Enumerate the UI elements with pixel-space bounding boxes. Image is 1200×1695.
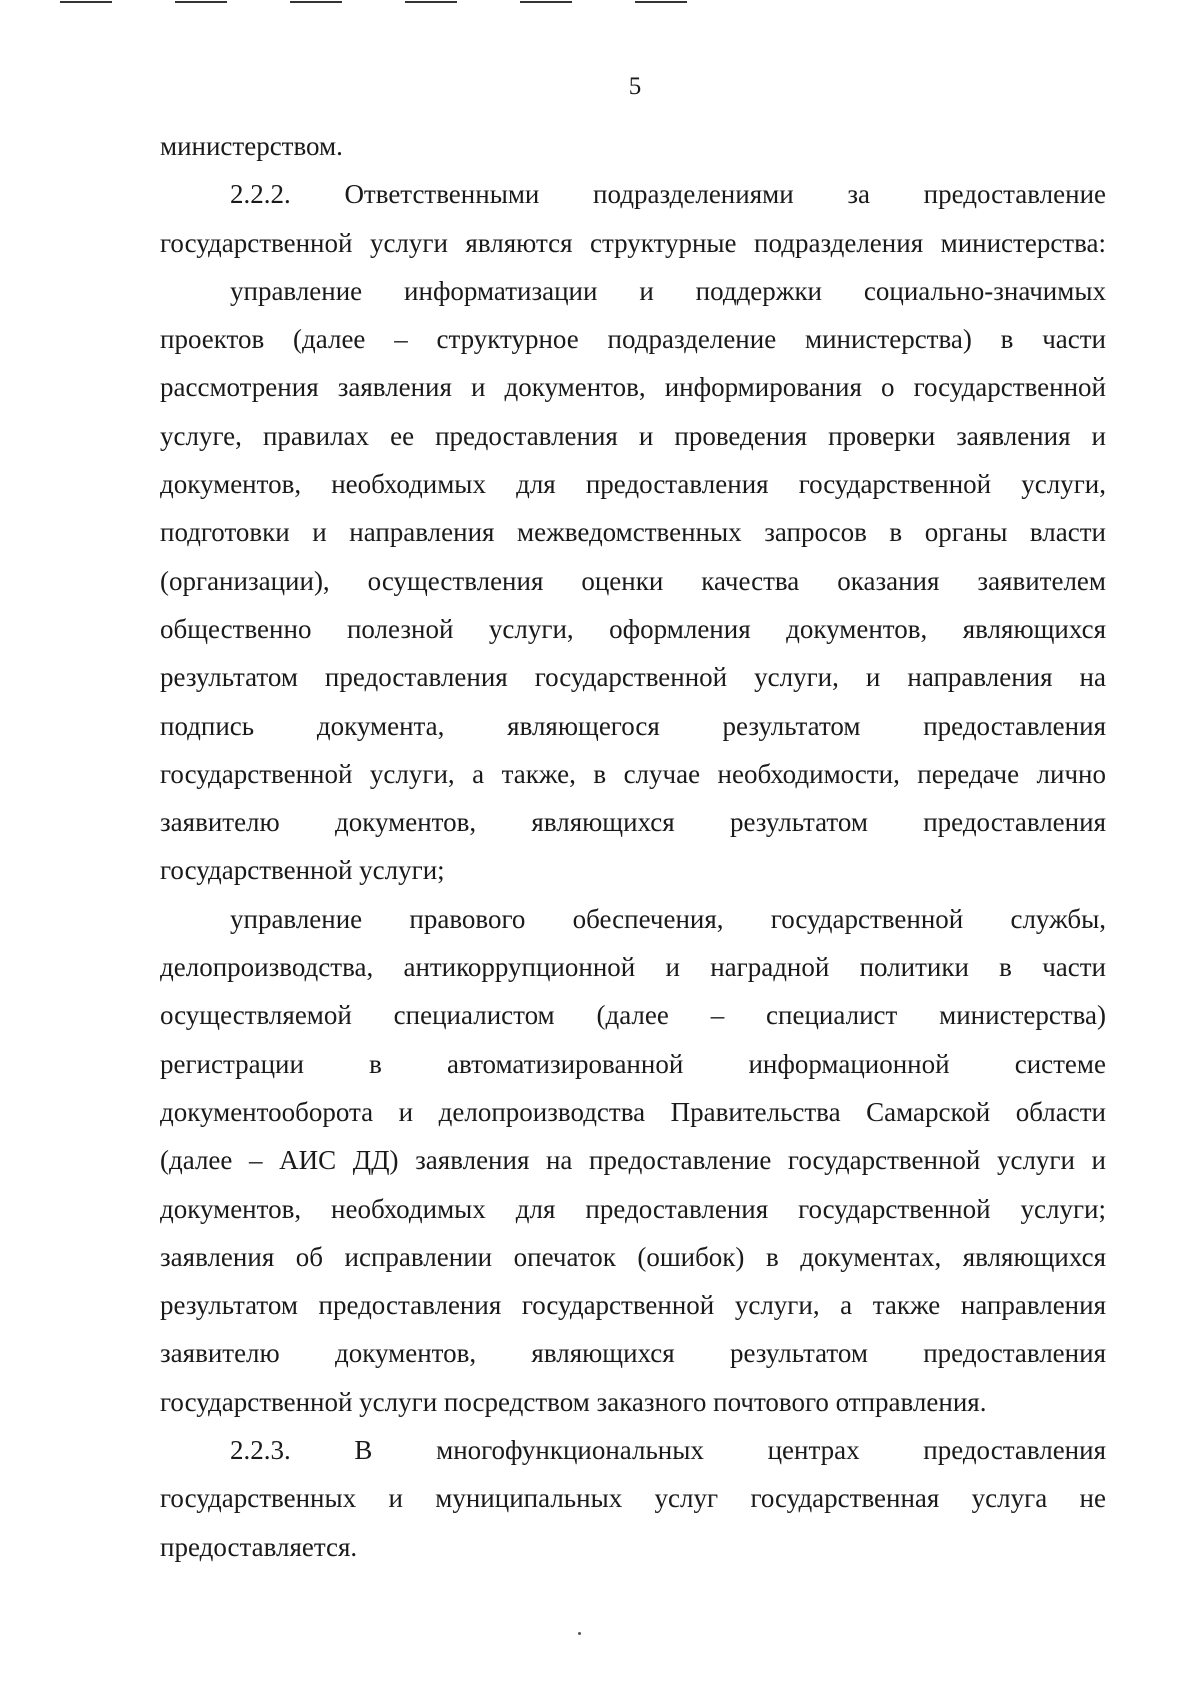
- text-line: министерством.: [160, 131, 343, 161]
- text-line: регистрации в автоматизированной информационной системе: [160, 1048, 1106, 1079]
- paragraph-informatization-dept: [160, 267, 1106, 895]
- header-rule: [405, 1, 457, 3]
- text-line: заявления об исправлении опечаток (ошибок) в документах, являющихся: [160, 1241, 1106, 1272]
- text-line: 2.2.3. В многофункциональных центрах предоставления: [230, 1435, 1106, 1466]
- text-line: проектов (далее – структурное подразделение министерства) в части: [160, 324, 1106, 355]
- text-line: (далее – АИС ДД) заявления на предоставление государственной услуги и: [160, 1145, 1106, 1176]
- text-line: рассмотрения заявления и документов, информирования о государственной: [160, 372, 1106, 403]
- document-body: [160, 122, 1106, 1571]
- text-line: документооборота и делопроизводства Правительства Самарской области: [160, 1096, 1106, 1127]
- header-rules: [0, 0, 1200, 6]
- text-line: заявителю документов, являющихся результатом предоставления: [160, 1338, 1106, 1369]
- text-line: государственных и муниципальных услуг государственная услуга не: [160, 1483, 1106, 1514]
- text-line: 2.2.2. Ответственными подразделениями за предоставление: [230, 179, 1106, 210]
- text-line: подготовки и направления межведомственных запросов в органы власти: [160, 517, 1106, 548]
- text-line: документов, необходимых для предоставления государственной услуги,: [160, 469, 1106, 500]
- header-rule: [635, 1, 687, 3]
- text-line: результатом предоставления государственной услуги, и направления на: [160, 662, 1106, 693]
- paragraph-2-2-3: [160, 1426, 1106, 1571]
- text-line: делопроизводства, антикоррупционной и наградной политики в части: [160, 952, 1106, 983]
- header-rule: [175, 1, 227, 3]
- header-rule: [60, 1, 112, 3]
- text-line: документов, необходимых для предоставления государственной услуги;: [160, 1193, 1106, 1224]
- header-rule: [520, 1, 572, 3]
- text-line: общественно полезной услуги, оформления документов, являющихся: [160, 613, 1106, 644]
- text-line: управление информатизации и поддержки социально-значимых: [230, 275, 1106, 306]
- text-line: предоставляется.: [160, 1531, 358, 1562]
- text-line: услуге, правилах ее предоставления и проведения проверки заявления и: [160, 420, 1106, 451]
- text-line: осуществляемой специалистом (далее – специалист министерства): [160, 1000, 1106, 1031]
- text-line: заявителю документов, являющихся результатом предоставления: [160, 807, 1106, 838]
- text-line: подпись документа, являющегося результатом предоставления: [160, 710, 1106, 741]
- text-line: (организации), осуществления оценки качества оказания заявителем: [160, 565, 1106, 596]
- text-line: государственной услуги посредством заказного почтового отправления.: [160, 1386, 987, 1417]
- text-line: государственной услуги, а также, в случае необходимости, передаче лично: [160, 758, 1106, 789]
- paragraph-2-2-2: [160, 170, 1106, 267]
- text-line: результатом предоставления государственной услуги, а также направления: [160, 1290, 1106, 1321]
- text-line: управление правового обеспечения, государственной службы,: [230, 903, 1106, 934]
- header-rule: [290, 1, 342, 3]
- paragraph-intro: [160, 122, 1106, 170]
- text-line: государственной услуги;: [160, 855, 445, 886]
- page-number: 5: [628, 73, 642, 100]
- paragraph-legal-dept: [160, 895, 1106, 1426]
- scan-dot: [578, 1632, 581, 1635]
- text-line: государственной услуги являются структурные подразделения министерства:: [160, 227, 1106, 258]
